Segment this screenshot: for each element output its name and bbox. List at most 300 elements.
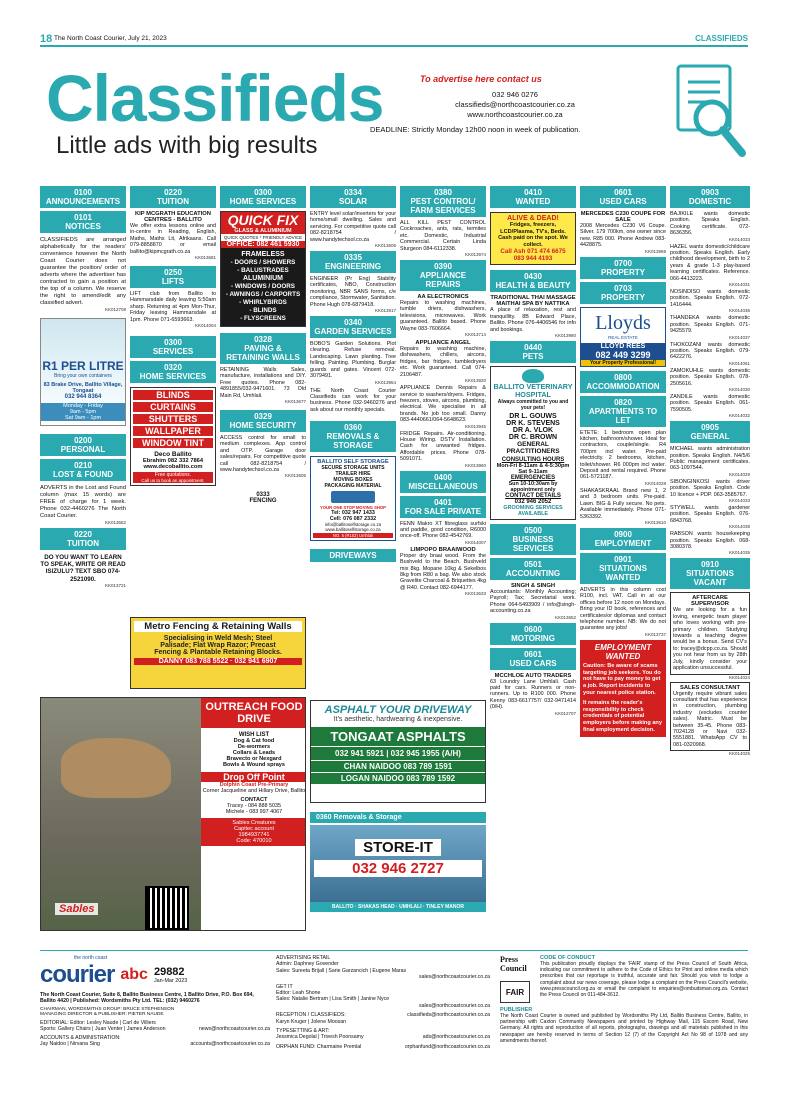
domestic-ad: HAZEL wants domestic/childcare position. Speaks English. Early childhood development, birth to 2 years & grade 1-3 play-based learning certificates. Reference. 066-4413223. (670, 243, 750, 282)
header-situations-vacant: 0910 SITUATIONS VACANT (670, 558, 750, 589)
sale2-ref: KK013633 (464, 591, 486, 597)
rec-heading: RECEPTION / CLASSIFIEDS: (276, 1012, 346, 1019)
quickfix-list (221, 248, 305, 326)
emp-ad (580, 640, 666, 737)
sale1-ref: KK014007 (464, 539, 486, 545)
outreach-panel (201, 698, 306, 931)
header-lost-found: 0210 LOST & FOUND (40, 459, 126, 481)
header-accounting: 0501 ACCOUNTING (490, 558, 576, 580)
vet-contact: CONTACT DETAILS (505, 493, 561, 499)
apt2-ref: KK013610 (644, 519, 666, 525)
r1-days: Monday - Friday (41, 403, 125, 409)
header-home-security: 0329 HOME SECURITY (220, 410, 306, 432)
getit-email[interactable]: sales@northcoastcourier.co.za (418, 1002, 490, 1009)
fair-label: FAIR (505, 988, 525, 997)
general-ref: KK014035 (728, 550, 750, 556)
footer-sports-email[interactable]: news@northcoastcourier.co.za (198, 1026, 270, 1033)
publisher-heading: PUBLISHER (500, 1007, 533, 1013)
header-paving: 0328 PAVING & RETAINING WALLS (220, 333, 306, 364)
as-ref: KK014024 (728, 674, 750, 680)
logo-top: the north coast (74, 955, 108, 961)
wallpaper-label: WALLPAPER (133, 426, 213, 436)
logan-contact: LOGAN NAIDOO 083 789 1592 (311, 773, 485, 784)
contact-block (390, 90, 640, 120)
sale2-title: LIMPOPO BRAAIWOOD (410, 546, 476, 553)
acc-text: Accountants: Monthly Accounting; Payroll; Tax; Secretarial work. Phone 064-5493909 / info@singh-accounting.co.za (490, 589, 576, 615)
outreach-title: OUTREACH FOOD DRIVE (201, 698, 306, 728)
lloyds-tag: Your Property Professional! (581, 360, 665, 366)
bank-line: Sables Creatures (232, 820, 276, 826)
footer-mid (276, 955, 490, 1050)
deco-quote: Free quotations. (133, 472, 213, 478)
solar-text: ENTRY level solar/inverters for your home/small dwelling. Sales and servicing. For competitive quote call 082-8218754 / www.handytechsol.co.za (310, 211, 396, 243)
bss-web[interactable]: www.ballitoselfstorage.co.za (325, 527, 381, 533)
domestic-ref: KK014061 (728, 360, 750, 366)
eng-ref: KK013917 (374, 308, 396, 314)
wish-item: Dog & Cat food (233, 738, 275, 744)
lost-text: ADVERTS in the Lost and Found column (max 15 words) are FREE of charge for 1 week. Phone 032-4460276 The North Coast Courier. (40, 485, 126, 519)
adv-heading: ADVERTISING RETAIL (276, 955, 331, 961)
paw-icon (522, 369, 544, 383)
getit-line: Sales: Natalie Bertram | Lisa Smith | Janine Nyce (276, 996, 390, 1003)
paving-text: RETAINING Walls Sales, manufacture, installations and DIY. Free quotes. Phone 082-4891855/032-9471601. 73 Old Main Rd, Umhlali. (220, 367, 306, 399)
top-rule (40, 45, 748, 47)
header-tuition-2: 0220 TUITION (130, 186, 216, 208)
aa-text: Repairs to washing machines, tumble driers, dishwashers, televisions, microwaves. Work guaranteed. Ballito based. Phone Wayne 083-7606664. (400, 300, 486, 332)
quickfix-tag: QUICK QUOTES * FRIENDLY ADVICE (223, 235, 303, 240)
section-label: CLASSIFIEDS (695, 34, 748, 43)
apt2-text: SHAKASKRAAL Brand new 1, 2 and 3 bedroom units. Pre-paid. Lawn. BIG & Fully secure. No pets. Available immediately. Phone 071-5363392. (580, 487, 666, 520)
vet-em-hours: Sun 10-10:30am by appointment only (508, 481, 558, 493)
deco-address: Ebrahim 082 332 7864 (142, 458, 204, 465)
footer-accounts-heading: ACCOUNTS & ADMINISTRATION: (40, 1035, 121, 1042)
storeit-locations: BALLITO · SHAKAS HEAD · UMHLALI · TINLEY MANOR (310, 902, 486, 912)
dennis-ref: KK013945 (464, 423, 486, 429)
contact-line: Tracey - 084 888 5035 (226, 803, 282, 809)
lloyds-ad (580, 307, 666, 367)
merc-text: 2008 Mercedes C230 V6 Coupe. Silver. 179 700km, one owner since new. R85 000. Phone Andrew 083-4428875. (580, 223, 666, 249)
deco-ad (130, 387, 216, 486)
publication-line: The North Coast Courier, July 21, 2023 (54, 35, 167, 42)
fencing-line: Fencing & Plantable Retaining Blocks. (154, 649, 282, 656)
header-personal: 0200 PERSONAL (40, 434, 126, 456)
solar-ref: KK013606 (374, 243, 396, 249)
dropoff-heading: Drop Off Point (201, 772, 306, 782)
vet-hours: Mon-Fri 8-11am & 4-5:30pm (496, 463, 570, 469)
header-domestic: 0903 DOMESTIC (670, 186, 750, 208)
column-1 (40, 186, 126, 588)
fencing-line: Palisade; Flat Wrap Razor; Precast (160, 642, 276, 649)
merc-ref: KK013969 (644, 248, 666, 254)
bank-box (201, 818, 306, 846)
aa-ref: KK013714 (464, 332, 486, 338)
column-4 (310, 186, 396, 562)
bank-line: Code: 470010 (236, 838, 272, 844)
massage-text: A place of relaxation, rest and tranquillity. 8B Edward Place, Ballito. Phone 076-4406546 for info and bookings. (490, 307, 576, 333)
header-property-1: 0700 PROPERTY (580, 257, 666, 279)
qf-item: - BALUSTRADES (237, 267, 289, 274)
wish-item: Bowls & Wound sprays (222, 762, 286, 768)
lloyds-sub: REAL ESTATE (608, 334, 638, 340)
eng-text: ENGINEER (Pr Eng) Stability certificates, NBO, Construction monitoring, NBR SANS forms, c/e compliance, Stormwater, Sanitation. Phone Hugh 078-6879418. (310, 276, 396, 308)
header-business: 0500 BUSINESS SERVICES (490, 524, 576, 555)
kip-ref: KK013681 (194, 255, 216, 261)
sales-ad (670, 682, 750, 752)
r1-hours2: Sat 9am - 1pm (41, 415, 125, 421)
tuition-ref: KK013721 (104, 582, 126, 588)
bss-email[interactable]: info@ballitoselfstorage.co.za (324, 522, 382, 528)
masthead-tagline: Little ads with big results (56, 132, 318, 159)
as-title: AFTERCARE SUPERVISOR (691, 595, 729, 608)
deco-note: Call us to book an appointment. (133, 478, 213, 483)
header-employment: 0900 EMPLOYMENT (580, 528, 666, 550)
vet-tag: Always committed to you and your pets! (497, 399, 569, 411)
r1-address: 83 Brake Drive, Ballito Village, Tongaat (43, 382, 123, 394)
dennis-text: APPLIANCE Dennis Repairs & service to washers/dryers. Fridges, freezers, stoves, aircons, plumbing, electrical. We specialise in all brands. No job too small. Danny 083-4440661/064-5648623. (400, 385, 486, 424)
header-for-sale: 0401 FOR SALE PRIVATE (400, 496, 486, 518)
notices-ref: KK012708 (104, 307, 126, 312)
footer-right (500, 955, 748, 1044)
pest-text: ALL KILL PEST CONTROL Cockroaches, ants, rats, termites etc. Domestic, Industrial Commercial. Certain Linda Sturgeon 084-6112338. (400, 220, 486, 252)
r1-promo: R1 PER LITRE (42, 359, 124, 373)
domestic-ad: BAJIKILE wants domestic position. Speaks English. Cooking certificate. 072-8636356. (670, 211, 750, 237)
footer-chairman: CHAIRMAN, WORDSMITHS GROUP: BRUCE STEPHENSON (40, 1007, 175, 1013)
vet-name: BALLITO VETERINARY HOSPITAL (493, 382, 573, 399)
header-removals: 0360 REMOVALS & STORAGE (310, 421, 396, 452)
header-apartments: 0820 APARTMENTS TO LET (580, 396, 666, 427)
vet-dr: DR K. STEVENS (506, 420, 560, 427)
domestic-ref: KK014030 (728, 386, 750, 392)
wish-item: Bravecto or Nexgard (226, 756, 282, 762)
rec-line: Karyn Kruger | Jolene Moosan (276, 1018, 346, 1025)
header-general: 0905 GENERAL (670, 421, 750, 443)
masthead-title: Classifieds (46, 61, 384, 135)
qf-item: - DOORS / SHOWERS (230, 259, 296, 266)
bss-title: BALLITO SELF STORAGE (317, 459, 389, 466)
vet-hours-heading: CONSULTING HOURS (501, 457, 565, 463)
vet-phone: 032 946 2052 (514, 499, 552, 505)
header-solar: 0334 SOLAR (310, 186, 396, 208)
emp-title: EMPLOYMENT WANTED (594, 642, 652, 661)
rec-email[interactable]: classifieds@northcoastcourier.co.za (407, 1012, 490, 1019)
bss-line: SECURE STORAGE UNITS (321, 465, 385, 472)
acc-title: SINGH & SINGH (510, 583, 556, 589)
header-home-services-3: 0300 HOME SERVICES (220, 186, 306, 208)
kip-title: KIP MCGRATH EDUCATION CENTRES - BALLITO (134, 211, 211, 223)
adv-email[interactable]: sales@northcoastcourier.co.za (418, 974, 490, 981)
massage-title: TRADITIONAL THAI MASSAGE MAITHAI SPA BY NATTIKA (490, 295, 576, 308)
lloyds-logo: Lloyds (595, 311, 651, 334)
chan-contact: CHAN NAIDOO 083 789 1591 (311, 761, 485, 772)
getit-heading: GET IT (276, 983, 293, 990)
storage-bar: 0360 Removals & Storage (310, 812, 486, 823)
metro-fencing-ad (130, 617, 306, 689)
qf-item: - WINDOWS / DOORS (230, 283, 295, 290)
emp-text: Caution: Be aware of scams targeting job seekers. You do not have to pay money to get a job. Report incidents to your nearest police station. (583, 662, 661, 696)
apt-ref: KK014028 (644, 480, 666, 486)
emp-text2: It remains the reader's responsibility to check credentials of potential employers before making any final employment decision. (583, 699, 662, 733)
storeit-phone: 032 946 2727 (314, 860, 482, 877)
bss-tel: Tel: 032 947 1433 (331, 510, 375, 517)
adv-line: Sales: Sureeta Brijall | Sarie Garzancich | Eugene Maras (276, 967, 407, 974)
header-accommodation: 0800 ACCOMMODATION (580, 371, 666, 393)
column-7 (580, 186, 666, 737)
header-appliance: 0390 APPLIANCE REPAIRS (400, 260, 486, 291)
header-wanted: 0410 WANTED (490, 186, 576, 208)
header-announcements: 0100 ANNOUNCEMENTS (40, 186, 126, 208)
abc-num: 29882 (153, 966, 185, 978)
cars-title: MCCHLOE AUTO TRADERS (494, 672, 572, 679)
bss-line: MOVING BOXES (333, 477, 373, 484)
magnifier-icon (660, 58, 750, 163)
tongaat-name: TONGAAT ASPHALTS (311, 727, 485, 746)
general-ref: KK014033 (728, 498, 750, 503)
bss-addr: NO. 5 (R102) Umhlali (313, 533, 393, 538)
contact-heading: CONTACT (240, 797, 268, 803)
bss-cell: Cell: 076 087 2332 (329, 516, 377, 523)
qf-alu: ALUMINIUM (242, 275, 284, 282)
apt-text: ETETE: 1 bedroom open plan kitchen, bathroom/shower. Ideal for contractors, couple/single. R4 700pm incl water. Pre-paid electricity. 2 bedrooms, kitchen, toilet/shower. R6 000pm incl water. Deposit and rental required. Phone 061-5721187. (580, 429, 666, 481)
pest-ref: KK013974 (464, 252, 486, 258)
sale2-text: Proper dry braai wood. From the Bushveld to the Beach. Bushveld mix 8kg. Mopane 10kg & Sekelbos 8kg from R80 a bag. We also stock Gravelite Charcoal & Briquettes 4kg @ R40. Contact 082-6944177. (400, 552, 486, 591)
type-heading: TYPESETTING & ART: (276, 1028, 330, 1035)
blinds-label: BLINDS (133, 390, 213, 400)
vet-dr: DR L. GOUWS (509, 413, 557, 420)
aa-title: AA ELECTRONICS (417, 294, 469, 301)
footer-editorial: EDITORIAL: Editor: Lesley Naude | Carl de Villiers (40, 1020, 156, 1027)
curtains-label: CURTAINS (133, 402, 213, 412)
courier-logo: courier (40, 961, 115, 988)
outreach-ad (40, 697, 306, 931)
type-email[interactable]: ads@northcoastcourier.co.za (422, 1034, 490, 1041)
paving-ref: KK013677 (284, 399, 306, 405)
storeit-banner (310, 825, 486, 902)
vet-dr: DR C. BROWN (508, 434, 558, 441)
domestic-ad: NOSINDISO wants domestic position. Speaks English. 072-1416444. (670, 289, 750, 308)
footer-sports: Sports: Gallery Chairs | Juan Venter | James Anderson (40, 1026, 166, 1033)
general-ad: RABSON wants housekeeping position. Speaks English. 068-3080378. (670, 531, 750, 551)
header-misc: 0400 MISCELLANEOUS (400, 471, 486, 493)
general-ad: SIBONGINKOSI wants driver position. Speaks English. Code 10 licence + PDP. 063-3585767. (670, 478, 750, 498)
contact-phone: 032 946 0276 (492, 90, 538, 99)
qf-item: - WHIRLYBIRDS (239, 299, 287, 306)
r1-litre-ad (40, 318, 126, 426)
fair-stamp-icon (500, 981, 530, 1003)
vet-emergencies: EMERGENCIES (510, 475, 556, 481)
r1-phone: 032 944 8364 (64, 394, 102, 400)
contact-line: Michele - 083 997 4067 (225, 809, 283, 815)
dropoff-line: Dolphin Coast Pre-Primary (219, 782, 289, 788)
header-notices: 0101 NOTICES (40, 211, 126, 233)
deadline-text: DEADLINE: Strictly Monday 12h00 noon in week of publication. (370, 125, 581, 134)
page-number: 18 (40, 33, 53, 45)
footer-address: The North Coast Courier, Suite 8, Ballito Business Centre, 1 Ballito Drive, P.O. Box 694, Ballito 4420 | Published: Wordsmiths Pty Ltd. TEL: (032) 9460276 (40, 992, 254, 1005)
general-ad: STYWELL wants gardener position. Speaks English. 076-6843768. (670, 505, 750, 524)
fencing-line: Specialising in Weld Mesh; Steel (163, 635, 273, 642)
fridge-text: FRIDGE Repairs. Air-conditioning. House Wiring. DSTV Installation. Cash for unwanted fridges. Affordable prices. Phone 078-5091071. (400, 430, 486, 463)
wanted-l1: ALIVE & DEAD! (507, 215, 559, 222)
deco-name: Deco Ballito (154, 451, 192, 459)
orphan-email[interactable]: orphanfund@northcoastcourier.co.za (404, 1043, 490, 1050)
as-text: We are looking for a fun loving, energetic team player who loves working with pre-primary children. Studying towards a teaching degree would be a bonus. Send CV's to: tracey@dcpp.co.za. Should you not hear from us by 28th July, kindly consider your application unsuccessful. (673, 607, 747, 672)
getit-line: Editor: Leah Shone (276, 990, 321, 997)
header-pets: 0440 PETS (490, 341, 576, 363)
garden2-text: THE North Coast Courier Classifieds can work for your business. Phone 032-9460276 and ask about our monthly specials. (310, 387, 396, 413)
header-driveways: DRIVEWAYS (310, 549, 396, 562)
press-council-logo: Press Council (500, 955, 527, 973)
angel-ref: KK013920 (464, 378, 486, 384)
general-ad: MICHAEL wants administration position. Speaks English. N4/5/6 Public management certificates. 063-1097544. (670, 446, 750, 472)
header-health: 0430 HEALTH & BEAUTY (490, 270, 576, 292)
merc-title: MERCEDES C230 COUPE FOR SALE (580, 211, 666, 223)
sc-ref: KK014025 (728, 751, 750, 757)
cars-ref: KK012707 (554, 710, 576, 716)
header-services: 0300 SERVICES (130, 336, 216, 358)
garden-text: BOBO'S Garden Solutions. Plot clearing. Refuse removal. Landscaping. Lawn planting. Tree felling. Painting. Plumbing. Burglar guards and gates. Vincent 072-3079491. (310, 341, 396, 380)
qf-item: - FLYSCREENS (240, 315, 286, 322)
vet-dr: DR A. VLOK (512, 427, 554, 434)
storeit-ad (310, 812, 486, 920)
fridge-ref: KK013960 (464, 462, 486, 468)
deco-web[interactable]: www.decoballito.com (143, 464, 203, 471)
column-8 (670, 186, 750, 756)
conduct-text: This publication proudly displays the 'FAIR' stamp of the Press Council of South Africa, indicating our commitment to adhere to the Code of Ethics for Print and online media which prescribes that our reportage is truthful, accurate and fair. Should you wish to lodge a complaint about our news coverage, please lodge a complaint on the Press Council's website, www.presscouncil.org.za or email the complaint to enquiries@ombudsman.org.za. Contact the Press Council on 011-484-3612. (540, 961, 748, 999)
domestic-ref: KK014032 (728, 413, 750, 419)
footer-rule (40, 950, 748, 951)
sc-title: SALES CONSULTANT (679, 684, 740, 691)
r1-sub: Bring your own containers (54, 373, 112, 379)
abc-logo-icon: abc (120, 966, 148, 983)
angel-title: APPLIANCE ANGEL (415, 340, 471, 347)
shutters-label: SHUTTERS (133, 414, 213, 424)
tongaat-phone: 032 941 5921 | 032 945 1955 (A/H) (311, 747, 485, 760)
cars-text: 63 Loundry Lane Umhlali. Cash paid for cars. Runners or non-runners. Up to R100 000. Phone Kenny 083-6617757/ 032-9471414 (0/H). (490, 678, 576, 711)
bank-line: Capitec account (233, 826, 275, 832)
quickfix-office: OFFICE: 082 461 5930 (221, 241, 305, 248)
lloyds-phone: 082 449 3299 (581, 350, 665, 360)
bss-line: TRAILER HIRE (335, 471, 371, 478)
qf-item: - BLINDS (249, 307, 277, 314)
garden-ref: KK013954 (374, 379, 396, 385)
footer-accounts-email[interactable]: accounts@northcoastcourier.co.za (190, 1041, 270, 1048)
qr-code-icon[interactable] (145, 886, 189, 930)
footer-left (40, 955, 270, 1047)
lifts-text: LIFT club from Ballito to Hammarsdale daily leaving 5:50am sharp. Returning at 4pm Mon-Thur, Friday leaving Hammarsdale at 1pm. Phone 071-6593663. (130, 291, 216, 323)
lost-ref: KK013652 (104, 520, 126, 525)
bss-tag: YOUR ONE STOP MOVING SHOP (320, 505, 386, 511)
column-6 (490, 186, 576, 716)
asphalt-title: ASPHALT YOUR DRIVEWAY (324, 704, 472, 716)
wanted-l4: 083 944 4193 (513, 255, 553, 263)
fencing-phone: DANNY 083 788 5522 · 032 941 6907 (134, 658, 302, 665)
bss-ad (310, 456, 396, 541)
column-3 (220, 186, 306, 504)
column-2 (130, 186, 216, 486)
domestic-ref: KK014036 (728, 308, 750, 314)
sale1-text: FENN Makro XT fibreglass surfski and paddle, good condition, R6000 once-off. Phone 082-4542769. (400, 520, 486, 540)
adv-line: Admin: Daphney Govender (276, 961, 339, 968)
abc-period: Jan-Mar 2023 (153, 978, 188, 984)
domestic-ad: ZAMOKUHLE wants domestic position. Speaks English. 078-2505616. (670, 367, 750, 387)
truck-icon (331, 491, 375, 503)
header-lifts: 0250 LIFTS (130, 266, 216, 288)
dog-shape (61, 738, 171, 798)
header-fencing: 0333 FENCING (249, 492, 277, 505)
general-ref: KK014038 (728, 524, 750, 530)
orphan-line: ORPHAN FUND: Charmaine Premlal (276, 1043, 362, 1050)
quickfix-title: QUICK FIX (221, 212, 305, 228)
asphalt-ad (310, 700, 486, 803)
quickfix-ad (220, 211, 306, 327)
notices-text: CLASSIFIEDS are arranged alphabetically for the readers' convenience however the North Coast Courier does not guarantee the position/ order of adverts where the advertiser has contracted to gain a position at the top of a column. We reserve the right to amend/edit any classified advert. (40, 237, 126, 306)
window-tint-label: WINDOW TINT (133, 438, 213, 448)
security-text: ACCESS control for small to medium complexes. App control and OTP. Garage door sales/repairs. For competitive quote call 082-8218754 / www.handytechsol.co.za (220, 435, 306, 474)
header-garden: 0340 GARDEN SERVICES (310, 316, 396, 338)
conduct-heading: CODE OF CONDUCT (540, 955, 596, 961)
header-property-2: 0703 PROPERTY (580, 282, 666, 304)
wanted-l2: Fridges, freezers, LCD/Plasma, TV's, Beds. Cash paid on the spot. We collect. (498, 222, 568, 248)
domestic-ref: KK014033 (728, 236, 750, 242)
general-ref: KK014029 (728, 471, 750, 477)
lloyds-name: LLOYD REES (581, 343, 665, 350)
quickfix-sub: GLASS & ALUMINIUM (221, 228, 305, 234)
advertise-heading: To advertise here contact us (420, 74, 542, 84)
security-ref: KK013605 (284, 473, 306, 479)
header-used-cars-7: 0601 USED CARS (580, 186, 666, 208)
sables-logo: Sables (55, 903, 98, 915)
domestic-ad: ZANDILE wants domestic position. Speaks English. 061-7590505. (670, 393, 750, 413)
domestic-ad: THANDEKA wants domestic position. Speaks English. 071-9425579. (670, 315, 750, 335)
vet-gp: GENERAL PRACTITIONERS (506, 441, 560, 455)
header-motoring: 0600 MOTORING (490, 623, 576, 645)
contact-website[interactable]: www.northcoastcourier.co.za (467, 110, 563, 119)
wish-item: Collars & Leads (232, 750, 276, 756)
bss-line: PACKAGING MATERIAL (324, 483, 382, 490)
sc-text: Urgently require vibrant sales consultant that has experience in construction, plumbing industry (excludes counter sales). Matric. Must be between 35-45. Phone 083-7024128 or Navi 032-5551881. WhatsApp CV to 081-0320968. (673, 690, 747, 748)
header-used-cars-6: 0601 USED CARS (490, 648, 576, 670)
angel-text: Repairs to washing machine, dishwashers, chillers, aircons, fridges, bar fridges, tumbledryers etc. Work guaranteed. Call 074-2106487. (400, 346, 486, 378)
footer-md: MANAGING DIRECTOR & PUBLISHER: PIETER NAUDE (40, 1012, 164, 1018)
dropoff-line: Corner Jacqueline and Hillary Drive, Ballito (202, 788, 306, 794)
publisher-text: The North Coast Courier is owned and published by Wordsmiths Pty Ltd, Ballito Business Centre, Ballito, in partnership with Caxton Community Newspapers and printed by Highway Mail, 115 Escom Road, New Germany. All rights and reproduction of all reports, photographs, drawings and all materials published in this newspaper are hereby reserved in terms of Section 12 (7) of the Copyright Act No 98 of 1978 and any amendments thereof. (500, 1013, 748, 1044)
domestic-ad: THOKOZANI wants domestic position. Speaks English. 079-6422276. (670, 341, 750, 361)
asphalt-sub: It's aesthetic, hardwearing & inexpensive. (333, 716, 463, 723)
header-tuition-1: 0220 TUITION (40, 528, 126, 550)
header-pest: 0380 PEST CONTROL/ FARM SERVICES (400, 186, 486, 217)
tuition-text: DO YOU WANT TO LEARN TO SPEAK, WRITE OR READ ISIZULU? TEXT SBO 074-2521090. (40, 554, 126, 583)
massage-ref: KK013980 (554, 333, 576, 338)
wish-heading: WISH LIST (238, 732, 270, 738)
domestic-ref: KK014037 (728, 334, 750, 340)
domestic-ref: KK014031 (728, 282, 750, 288)
r1-hours1: 9am - 5pm (41, 409, 125, 415)
acc-ref: KK013652 (554, 614, 576, 620)
sw-ref: KK013737 (644, 631, 666, 637)
vet-hours: Sat 9-11am (518, 469, 548, 475)
header-home-services-2: 0320 HOME SERVICES (130, 361, 216, 383)
header-situations-wanted: 0901 SITUATIONS WANTED (580, 553, 666, 584)
kip-text: We offer extra lessons online and in-centre in Reading, English, Maths, Maths Lit, Afrikaans. Call 079-8858870 or email ballito@kipmcgrath.co.za (130, 223, 216, 255)
vet-grooming: GROOMING SERVICES AVAILABLE (503, 505, 563, 517)
qf-frameless: FRAMELESS (241, 251, 285, 258)
vet-ad (490, 366, 576, 520)
wanted-l3: Call Ash 071 474 6675 (500, 248, 566, 256)
wish-item: De-wormers (237, 744, 271, 750)
type-line: Jessmica Degolal | Trivesh Poonsamy (276, 1034, 364, 1041)
qf-item: - AWNINGS / CARPORTS (225, 291, 301, 298)
column-5 (400, 186, 486, 596)
contact-email[interactable]: classifieds@northcoastcourier.co.za (455, 100, 575, 109)
